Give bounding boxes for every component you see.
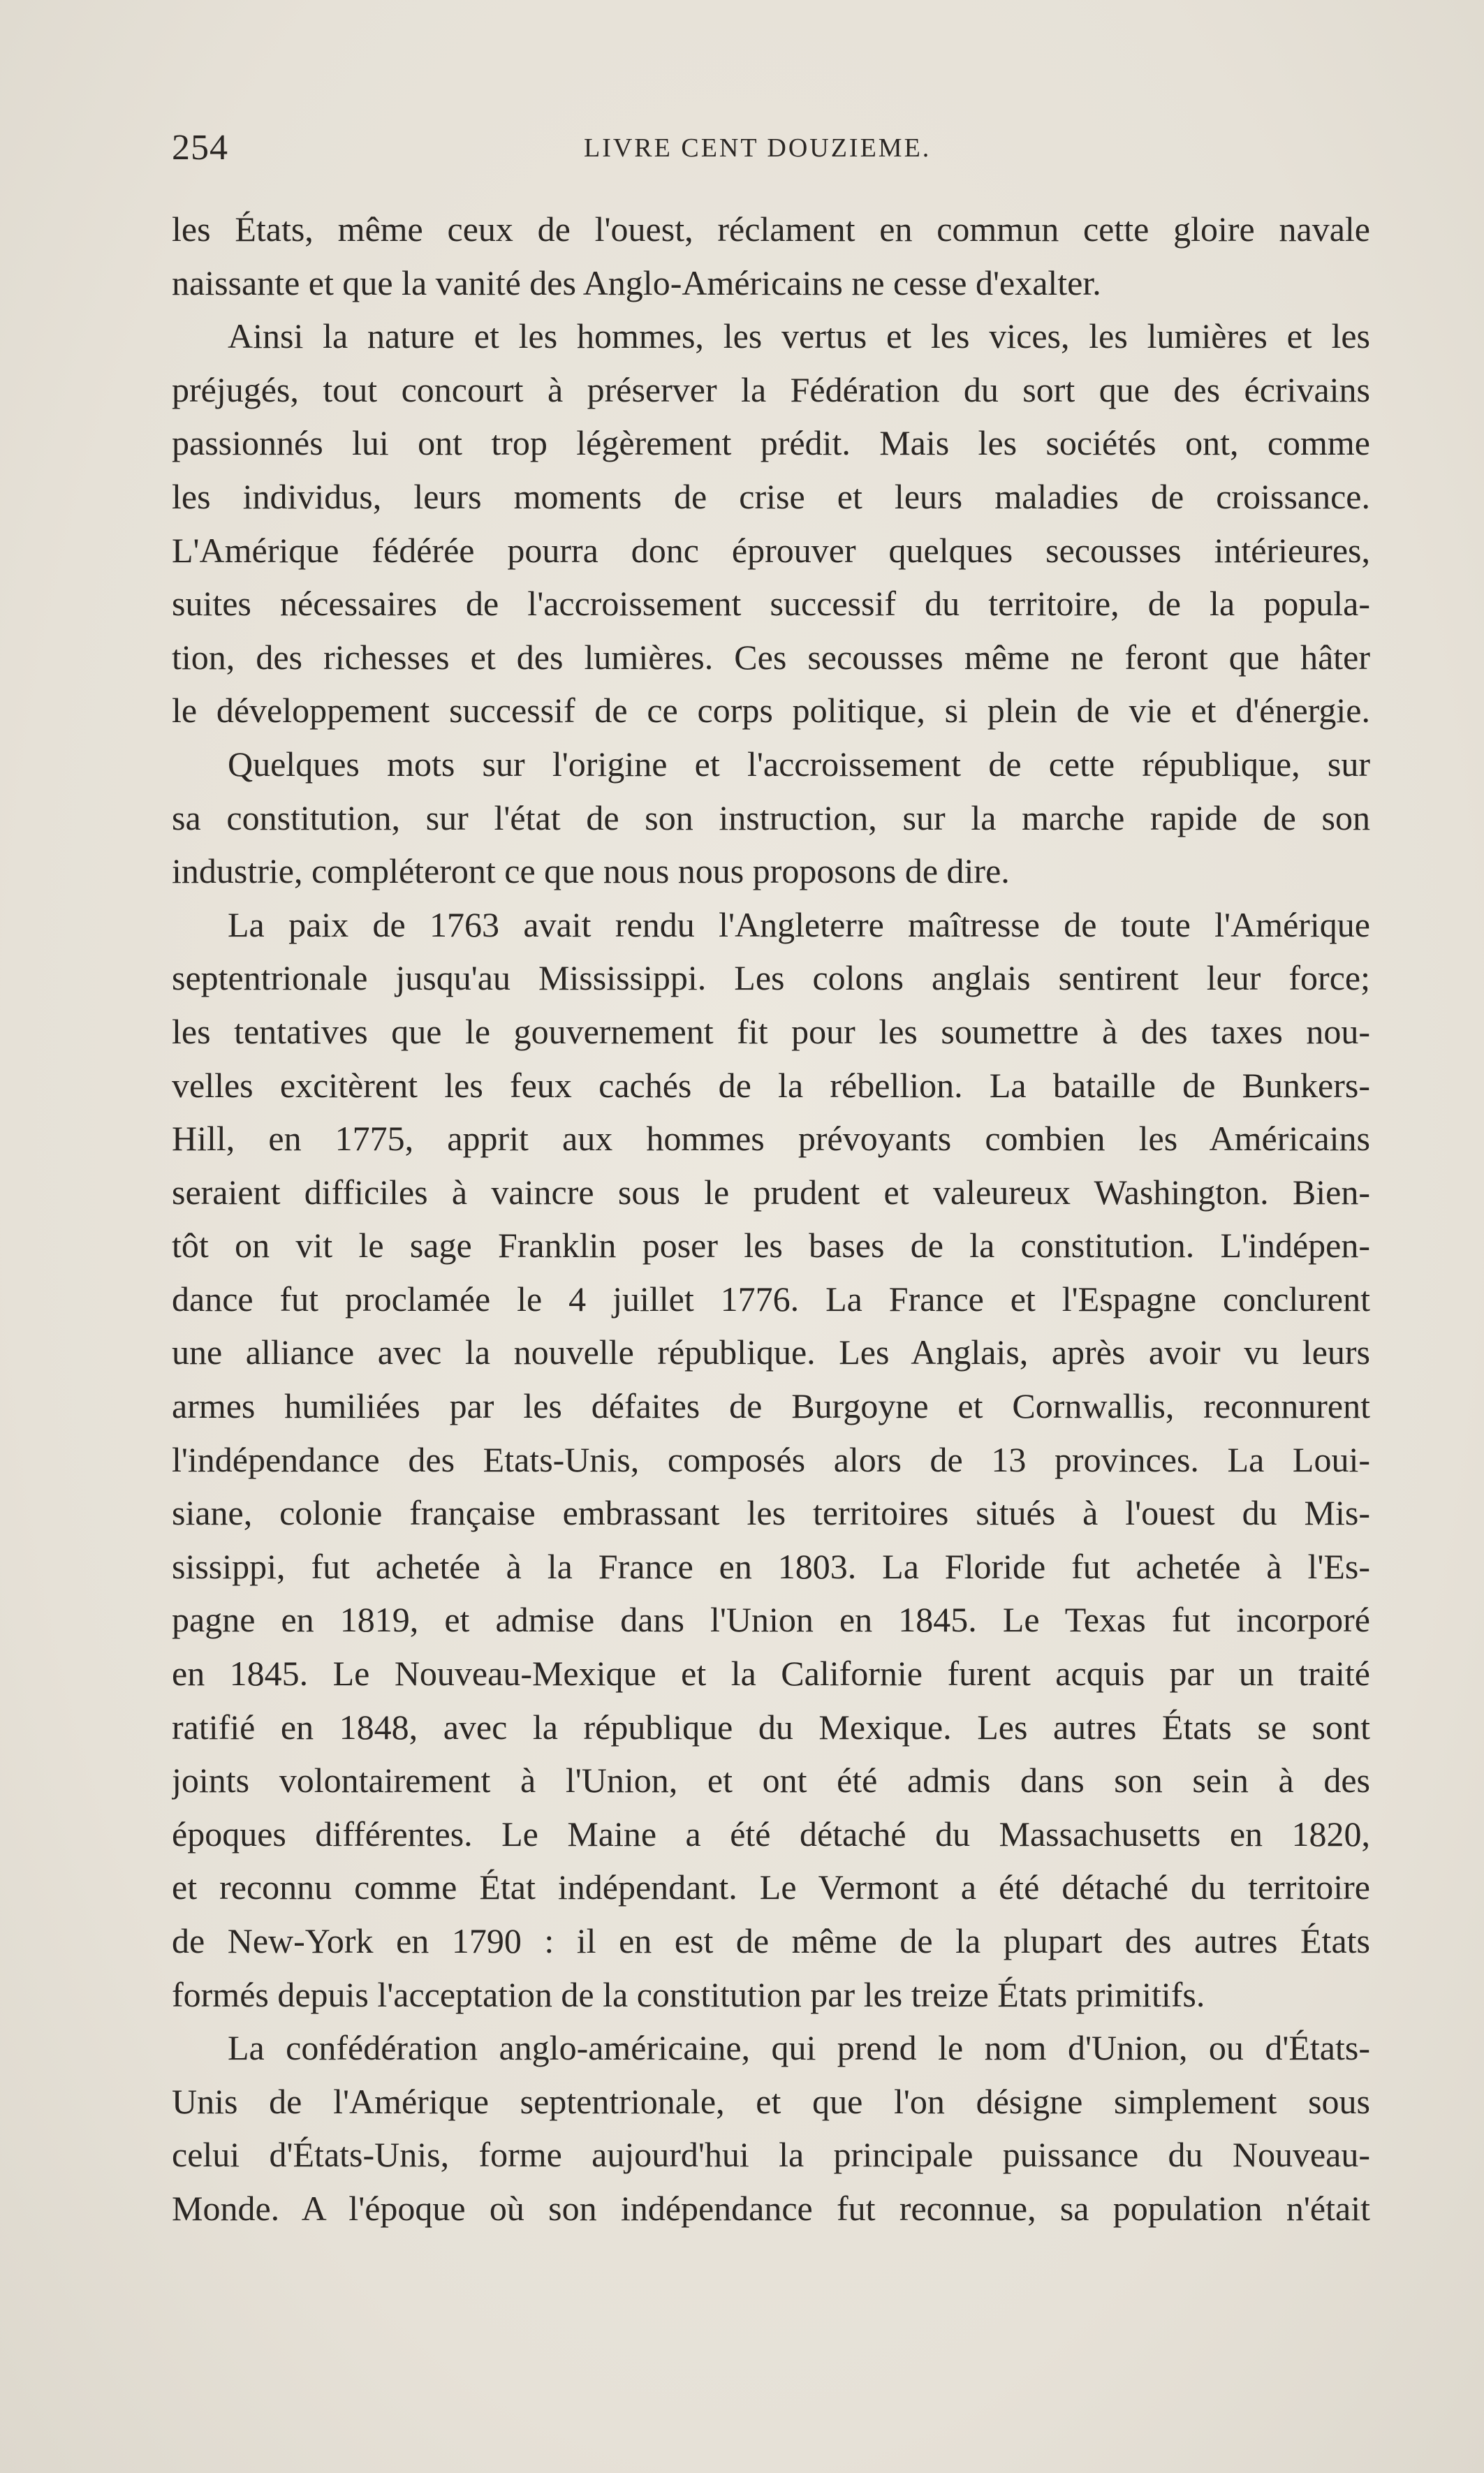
running-head: LIVRE CENT DOUZIEME. [584,133,932,163]
text-line: pagne en 1819, et admise dans l'Union en 1845. Le Texas fut incorporé [172,1600,1370,1640]
text-line: les tentatives que le gouvernement fit pour les soumettre à des taxes nou- [172,1011,1370,1051]
text-line: sissippi, fut achetée à la France en 1803. La Floride fut achetée à l'Es- [172,1546,1370,1586]
text-line: tôt on vit le sage Franklin poser les bases de la constitution. L'indépen- [172,1226,1370,1265]
text-line: époques différentes. Le Maine a été détaché du Massachusetts en 1820, [172,1814,1370,1854]
page-number: 254 [172,128,228,168]
text-line: une alliance avec la nouvelle république. Les Anglais, après avoir vu leurs [172,1333,1370,1372]
text-line: de New-York en 1790 : il en est de même de la plupart des autres États [172,1921,1370,1960]
text-line: seraient difficiles à vaincre sous le prudent et valeureux Washington. Bien- [172,1172,1370,1212]
text-line: La confédération anglo-américaine, qui prend le nom d'Union, ou d'États- [228,2028,1370,2068]
text-line: le développement successif de ce corps politique, si plein de vie et d'énergie. [172,691,1370,731]
text-line: La paix de 1763 avait rendu l'Angleterre maîtresse de toute l'Amérique [228,904,1370,944]
text-line: dance fut proclamée le 4 juillet 1776. La France et l'Espagne conclurent [172,1279,1370,1319]
text-line: Ainsi la nature et les hommes, les vertus et les vices, les lumières et les [228,316,1370,356]
page-header [172,127,1366,176]
text-line: industrie, compléteront ce que nous nous proposons de dire. [172,851,1010,891]
text-line: Monde. A l'époque où son indépendance fut reconnue, sa population n'était [172,2188,1370,2228]
text-line: les États, même ceux de l'ouest, réclament en commun cette gloire navale [172,210,1370,249]
text-line: en 1845. Le Nouveau-Mexique et la Californie furent acquis par un traité [172,1654,1370,1694]
text-line: L'Amérique fédérée pourra donc éprouver quelques secousses intérieures, [172,530,1370,570]
text-line: et reconnu comme État indépendant. Le Vermont a été détaché du territoire [172,1867,1370,1907]
text-line: Hill, en 1775, apprit aux hommes prévoyants combien les Américains [172,1119,1370,1159]
text-line: l'indépendance des Etats-Unis, composés alors de 13 provinces. La Loui- [172,1439,1370,1479]
text-line: celui d'États-Unis, forme aujourd'hui la principale puissance du Nouveau- [172,2135,1370,2175]
text-line: Unis de l'Amérique septentrionale, et que l'on désigne simplement sous [172,2081,1370,2121]
text-line: ratifié en 1848, avec la république du Mexique. Les autres États se sont [172,1707,1370,1747]
text-line: sa constitution, sur l'état de son instruction, sur la marche rapide de son [172,798,1370,837]
text-line: Quelques mots sur l'origine et l'accroissement de cette république, sur [228,744,1370,784]
text-line: les individus, leurs moments de crise et leurs maladies de croissance. [172,476,1370,516]
text-line: septentrionale jusqu'au Mississippi. Les colons anglais sentirent leur force; [172,958,1370,998]
text-line: préjugés, tout concourt à préserver la Fédération du sort que des écrivains [172,369,1370,409]
text-line: joints volontairement à l'Union, et ont été admis dans son sein à des [172,1761,1370,1800]
text-line: passionnés lui ont trop légèrement prédit. Mais les sociétés ont, comme [172,423,1370,463]
text-line: naissante et que la vanité des Anglo-Américains ne cesse d'exalter. [172,263,1101,302]
text-line: suites nécessaires de l'accroissement successif du territoire, de la popula- [172,584,1370,624]
text-line: tion, des richesses et des lumières. Ces secousses même ne feront que hâter [172,637,1370,677]
text-line: formés depuis l'acceptation de la constitution par les treize États primitifs. [172,1974,1205,2014]
text-line: velles excitèrent les feux cachés de la rébellion. La bataille de Bunkers- [172,1065,1370,1105]
text-line: armes humiliées par les défaites de Burgoyne et Cornwallis, reconnurent [172,1386,1370,1426]
body-text [172,203,1370,2236]
text-line: siane, colonie française embrassant les territoires situés à l'ouest du Mis- [172,1493,1370,1533]
